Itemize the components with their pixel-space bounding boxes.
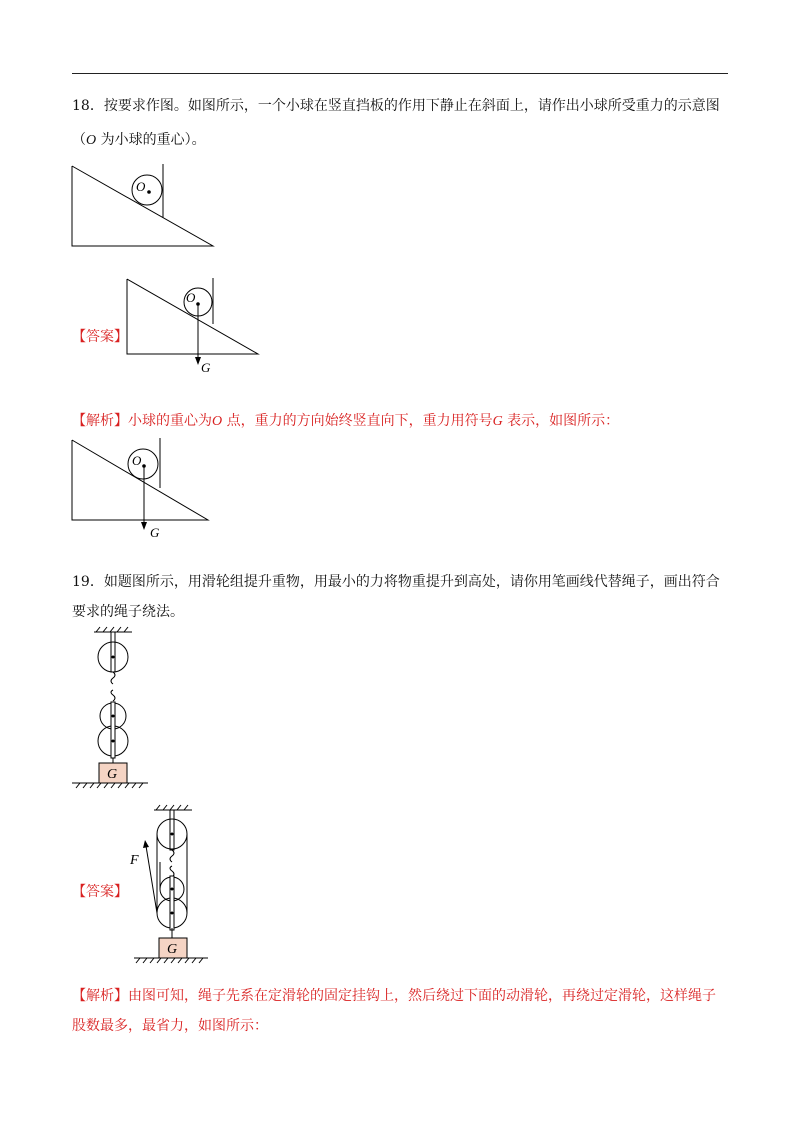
q18-analysis: 【解析】小球的重心为O 点，重力的方向始终竖直向下，重力用符号G 表示，如图所示： (72, 413, 620, 429)
q18-analysis-o-label: O (132, 453, 142, 468)
q18-answer-o-label: O (186, 290, 196, 305)
q18-answer-tag: 【答案】 (72, 329, 128, 345)
q19-analysis-line1: 【解析】由图可知，绳子先系在定滑轮的固定挂钩上，然后绕过下面的动滑轮，再绕过定滑轮，这样绳子 (72, 988, 716, 1004)
q19-analysis-line2: 股数最多，最省力，如图所示： (72, 1018, 268, 1034)
header-rule (72, 73, 728, 74)
q18-text-line1: 18．按要求作图。如图所示，一个小球在竖直挡板的作用下静止在斜面上，请作出小球所受重力的示意图 (72, 98, 720, 114)
q19-answer-figure (128, 800, 218, 970)
q18-answer-g-label: G (201, 360, 211, 375)
q18-analysis-g-label: G (150, 525, 160, 540)
q18-answer-figure (127, 275, 277, 375)
q18-analysis-figure (72, 436, 222, 546)
q19-answer-g-label: G (167, 942, 178, 957)
q19-answer-f-label: F (130, 853, 139, 868)
q19-text-line2: 要求的绳子绕法。 (72, 604, 184, 620)
q19-text-line1: 19．如题图所示，用滑轮组提升重物，用最小的力将物重提升到高处，请你用笔画线代替绳子，画出符合 (72, 574, 720, 590)
q19-answer-tag: 【答案】 (72, 884, 128, 900)
q18-fig-o-label: O (136, 179, 146, 194)
q18-figure-incline (72, 160, 222, 250)
q19-pulley-figure (72, 626, 162, 796)
q19-weight-label: G (107, 767, 118, 782)
q18-o-symbol: O (86, 133, 97, 148)
q18-text-line2: （O 为小球的重心）。 (72, 132, 206, 148)
